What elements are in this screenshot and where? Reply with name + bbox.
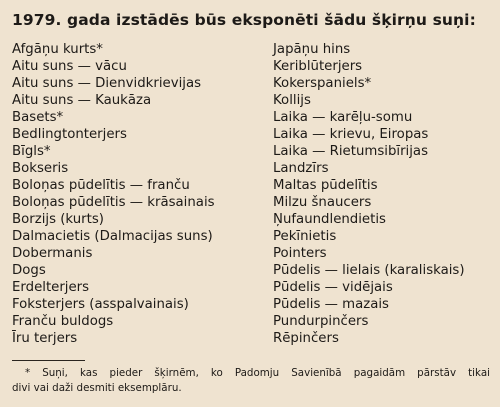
breed-list-item: Borzijs (kurts) — [12, 212, 104, 227]
breed-list-item: Aitu suns — vācu — [12, 59, 127, 74]
breed-list-item: Franču buldogs — [12, 314, 114, 329]
breed-list-item: Laika — Rietumsibīrijas — [273, 144, 429, 159]
breed-list-item: Ņufaundlendietis — [273, 212, 386, 227]
breed-list-item: Kokerspaniels* — [273, 76, 372, 91]
breed-list-item: Aitu suns — Kaukāza — [12, 93, 152, 108]
breed-list-item: Pūdelis — mazais — [273, 297, 389, 312]
breed-list-item: Īru terjers — [12, 331, 78, 346]
breed-list-item: Laika — krievu, Eiropas — [273, 127, 429, 142]
page-title: 1979. gada izstādēs būs eksponēti šādu šķirņu suņi: — [12, 11, 476, 29]
breed-list-item: Pointers — [273, 246, 327, 261]
breed-columns — [12, 41, 492, 346]
breed-list-item: Milzu šnaucers — [273, 195, 372, 210]
breed-list-item: Dogs — [12, 263, 46, 278]
breed-list-item: Boloņas pūdelītis — franču — [12, 178, 190, 193]
breed-list-item: Erdelterjers — [12, 280, 90, 295]
breed-list-item: Japāņu hins — [273, 42, 351, 57]
breed-list-item: Afgāņu kurts* — [12, 42, 103, 57]
breed-list-item: Bokseris — [12, 161, 69, 176]
breed-list-item: Bīgls* — [12, 144, 51, 159]
breed-list-item: Keriblūterjers — [273, 59, 363, 74]
footnote — [12, 366, 490, 396]
footnote-divider — [12, 360, 85, 361]
breed-list-item: Foksterjers (asspalvainais) — [12, 297, 189, 312]
breed-list-item: Laika — karēļu-somu — [273, 110, 413, 125]
breed-list-item: Rēpinčers — [273, 331, 339, 346]
breed-list-left — [12, 41, 215, 347]
footnote-line-2: divi vai daži desmiti eksemplāru. — [12, 382, 182, 394]
breed-list-item: Dobermanis — [12, 246, 93, 261]
breed-list-item: Maltas pūdelītis — [273, 178, 378, 193]
breed-list-item: Pūdelis — lielais (karaliskais) — [273, 263, 465, 278]
breed-list-item: Pūdelis — vidējais — [273, 280, 393, 295]
breed-list-item: Boloņas pūdelītis — krāsainais — [12, 195, 215, 210]
breed-list-item: Pundurpinčers — [273, 314, 369, 329]
breed-list-item: Basets* — [12, 110, 64, 125]
breed-list-item: Dalmacietis (Dalmacijas suns) — [12, 229, 213, 244]
breed-list-item: Bedlingtonterjers — [12, 127, 127, 142]
breed-list-right — [273, 41, 465, 347]
footnote-line-1: * Suņi, kas pieder šķirnēm, ko Padomju Savienībā pagaidām pārstāv tikai — [25, 367, 490, 379]
breed-list-item: Aitu suns — Dienvidkrievijas — [12, 76, 202, 91]
breed-list-item: Landzīrs — [273, 161, 329, 176]
breed-list-item: Kollijs — [273, 93, 311, 108]
breed-list-item: Pekīnietis — [273, 229, 337, 244]
